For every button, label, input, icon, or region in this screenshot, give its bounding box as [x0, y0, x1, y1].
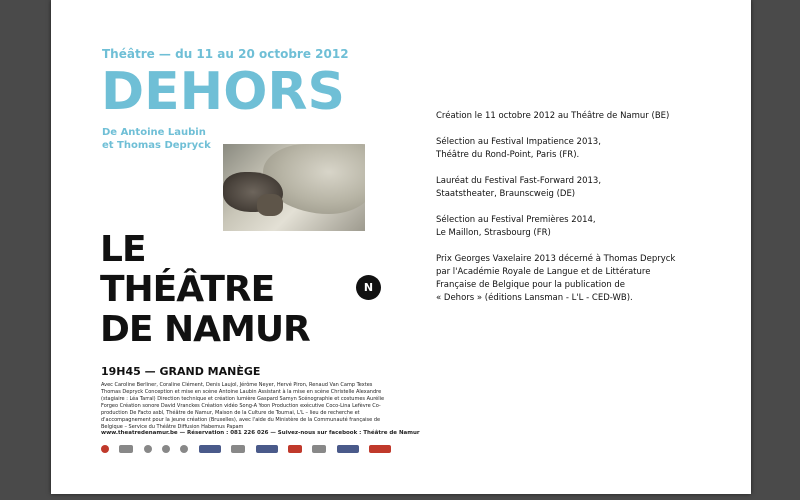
document-page [51, 0, 751, 494]
partner-logo-icon [256, 445, 278, 453]
credits-text: Avec Caroline Berliner, Coraline Clément, Denis Laujol, Jérôme Neyer, Hervé Piron, Renaud Van Camp Textes Thomas Depryck Conception et mise en scène Antoine Laubin Assistant à la mise en scène Christelle Alexandre (stagiaire : Léa Tarral) Direction technique et création lumière Gaspard Samyn Scénographie et costumes Aurélie Forgeo Création sonore David Vranckes Création vidéo Song-A Yoon Production exécutive Coco-Lina Lefèvre Co-production De Facto asbl, Théâtre de Namur, Maison de la Culture de Tournai, L'L – lieu de recherche et d'accompagnement pour la jeune création (Bruxelles), avec l'aide du Ministère de la Communauté française de Belgique – Service du Théâtre Diffusion Habemus Papam [101, 382, 385, 430]
theatre-logo-icon: N [356, 275, 381, 300]
authors-line-2: et Thomas Depryck [102, 140, 211, 151]
award-line: Française de Belgique pour la publication de [436, 280, 626, 290]
poster-photo [223, 144, 365, 231]
partner-logo-icon [199, 445, 221, 453]
award-item [436, 136, 736, 162]
authors-line-1: De Antoine Laubin [102, 127, 206, 138]
contact-line: www.theatredenamur.be — Réservation : 081 226 026 — Suivez-nous sur facebook : Théâtre de Namur [101, 430, 420, 436]
award-line: par l'Académie Royale de Langue et de Littérature [436, 267, 651, 277]
award-line: Lauréat du Festival Fast-Forward 2013, [436, 176, 602, 186]
award-line: Théâtre du Rond-Point, Paris (FR). [436, 150, 580, 160]
award-line: « Dehors » (éditions Lansman - L'L - CED-WB). [436, 293, 633, 303]
partner-logos [101, 443, 391, 455]
partner-logo-icon [162, 445, 170, 453]
award-item [436, 253, 736, 305]
award-line: Sélection au Festival Premières 2014, [436, 215, 596, 225]
award-item [436, 214, 736, 240]
partner-logo-icon [101, 445, 109, 453]
partner-logo-icon [144, 445, 152, 453]
poster-dates: Théâtre — du 11 au 20 octobre 2012 [102, 47, 349, 61]
poster-authors [102, 126, 211, 152]
partner-logo-icon [119, 445, 133, 453]
partner-logo-icon [231, 445, 245, 453]
partner-logo-icon [312, 445, 326, 453]
partner-logo-icon [369, 445, 391, 453]
award-line: Staatstheater, Braunscweig (DE) [436, 189, 576, 199]
partner-logo-icon [180, 445, 188, 453]
theatre-name-line-3: DE NAMUR [100, 309, 310, 350]
theatre-name [100, 230, 310, 350]
theatre-name-line-2: THÉÂTRE [100, 269, 275, 310]
awards-list [436, 110, 736, 318]
award-line: Création le 11 octobre 2012 au Théâtre de Namur (BE) [436, 111, 670, 121]
show-title: DEHORS [101, 62, 345, 122]
partner-logo-icon [337, 445, 359, 453]
photo-hand [257, 194, 283, 216]
theatre-name-line-1: LE [100, 229, 146, 270]
award-item [436, 110, 736, 123]
award-line: Prix Georges Vaxelaire 2013 décerné à Thomas Depryck [436, 254, 676, 264]
time-venue: 19H45 — GRAND MANÈGE [101, 365, 261, 378]
award-item [436, 175, 736, 201]
award-line: Le Maillon, Strasbourg (FR) [436, 228, 551, 238]
partner-logo-icon [288, 445, 302, 453]
award-line: Sélection au Festival Impatience 2013, [436, 137, 601, 147]
